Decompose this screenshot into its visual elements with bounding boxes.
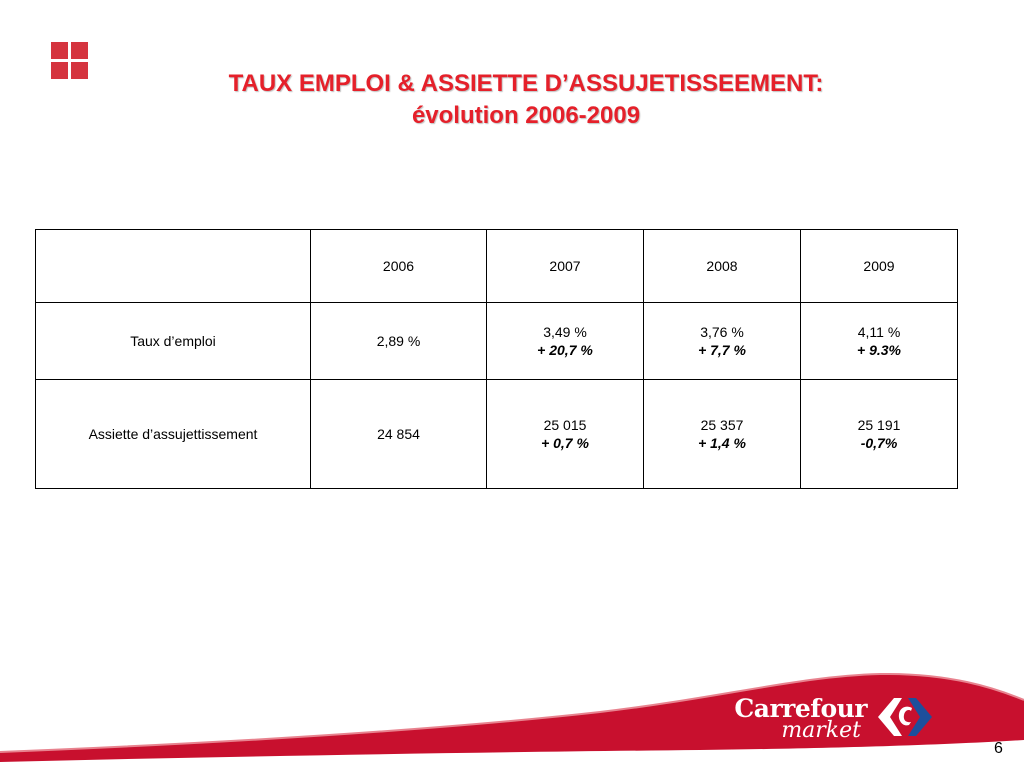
table-cell bbox=[311, 303, 487, 380]
cell-value: 2,89 % bbox=[376, 333, 421, 349]
cell-value: 3,49 % bbox=[543, 324, 587, 340]
table-cell bbox=[644, 303, 801, 380]
cell-value: 4,11 % bbox=[857, 324, 901, 340]
table-cell bbox=[801, 303, 958, 380]
data-table bbox=[35, 229, 958, 489]
brand-sub: market bbox=[781, 718, 861, 743]
brand-logo bbox=[727, 696, 867, 742]
cell-change: + 7,7 % bbox=[698, 342, 746, 358]
table-cell bbox=[644, 380, 801, 489]
row-label-assiette: Assiette d’assujettissement bbox=[36, 380, 311, 489]
cell-change: -0,7% bbox=[860, 435, 898, 451]
table-header-row bbox=[36, 230, 958, 303]
cell-change: + 1,4 % bbox=[698, 435, 746, 451]
cell-value: 25 191 bbox=[857, 417, 901, 433]
table-cell bbox=[487, 303, 644, 380]
table-cell bbox=[311, 380, 487, 489]
header-cell-2006: 2006 bbox=[311, 230, 487, 303]
cell-change: + 9.3% bbox=[857, 342, 901, 358]
slide-title-line1: TAUX EMPLOI & ASSIETTE D’ASSUJETISSEEMENT: bbox=[228, 70, 824, 97]
brand-name: Carrefour bbox=[734, 694, 867, 723]
table-cell bbox=[487, 380, 644, 489]
row-label-taux-emploi: Taux d’emploi bbox=[36, 303, 311, 380]
footer-swoosh bbox=[0, 640, 1024, 768]
header-cell-2009: 2009 bbox=[801, 230, 958, 303]
table-cell bbox=[801, 380, 958, 489]
cell-value: 25 015 bbox=[543, 417, 587, 433]
table-row bbox=[36, 303, 958, 380]
header-cell-empty bbox=[36, 230, 311, 303]
cell-value: 25 357 bbox=[700, 417, 744, 433]
slide-title-line2: évolution 2006-2009 bbox=[411, 102, 641, 129]
header-cell-2007: 2007 bbox=[487, 230, 644, 303]
cell-change: + 0,7 % bbox=[541, 435, 589, 451]
page-number: 6 bbox=[994, 740, 1003, 757]
cell-value: 3,76 % bbox=[700, 324, 744, 340]
cell-value: 24 854 bbox=[377, 426, 420, 442]
header-cell-2008: 2008 bbox=[644, 230, 801, 303]
slide-title bbox=[120, 68, 932, 132]
cell-change: + 20,7 % bbox=[537, 342, 593, 358]
table-row bbox=[36, 380, 958, 489]
slide-logo-squares bbox=[51, 42, 88, 79]
carrefour-logo-icon bbox=[876, 694, 934, 740]
